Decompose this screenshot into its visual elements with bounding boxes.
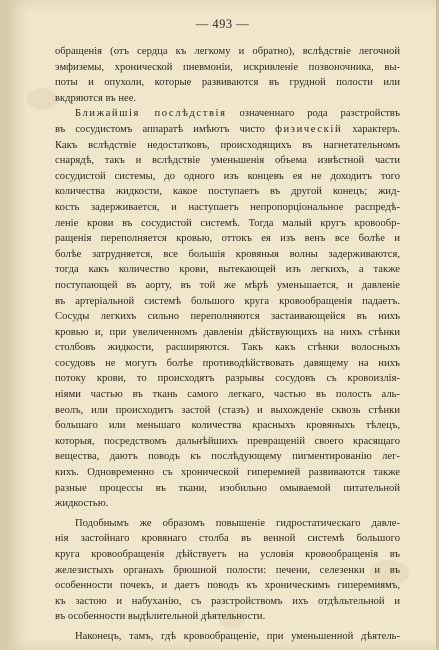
text-line: эмфиземы, хронической пневмоніи, искривленіе позвоночника, вы-: [55, 61, 400, 73]
text-line: Наконецъ, тамъ, гдѣ кровообращеніе, при уменьшенной дѣятель-: [75, 630, 400, 642]
text-line: кихъ. Одновременно съ хронической гиперемией развиваются также: [55, 467, 400, 479]
text-line: въ артеріальной системѣ большого круга кровообращенія падаетъ.: [55, 295, 400, 307]
text-line: жидкостью.: [55, 498, 109, 510]
line-segment: означеннаго рода разстройствъ: [226, 108, 400, 120]
text-line: поты и опухоли, которые развиваются въ грудной полости или: [55, 77, 400, 89]
text-line: [55, 106, 400, 122]
text-line: кровью и, при увеличенномъ давленіи дѣйствующихъ на нихъ стѣнки: [55, 326, 400, 338]
text-line: потоку крови, то происходятъ разрывы сосудовъ съ кровоизлія-: [55, 373, 400, 385]
text-line: къ застою и набуханію, съ разстройствомъ ихъ отдѣльтельной и: [55, 595, 400, 607]
text-line: леніе крови въ сосудистой системѣ. Тогда малый кругъ кровообр-: [55, 217, 400, 229]
text-line: веолъ, или происходитъ застой (стазъ) и выхожденіе сквозь стѣнки: [55, 404, 400, 416]
text-line: сосудистой системы, до одного изъ концевъ ея не доходитъ того: [55, 170, 400, 182]
text-line: тогда какъ количество крови, вытекающей изъ легкихъ, а также: [55, 264, 400, 276]
emphasized-text: физическій: [275, 123, 343, 135]
text-line: кость задерживается, и наступаетъ непропорціональное распредѣ-: [55, 201, 400, 213]
text-line: Сосуды легкихъ сильно переполняются застаивающейся въ нихъ: [55, 311, 400, 323]
text-line: количества жидкости, какое поступаетъ въ другой конецъ; жид-: [55, 186, 400, 198]
text-line: столбовъ жидкости, расширяются. Такъ какъ стѣнки волосныхъ: [55, 342, 400, 354]
text-line: большаго или меньшаго количества красныхъ кровяныхъ тѣлецъ,: [55, 420, 400, 432]
text-line: [55, 122, 400, 138]
page-number: — 493 —: [195, 17, 250, 31]
line-segment: характеръ.: [342, 123, 400, 135]
text-line: Подобнымъ же образомъ повышеніе гидростатическаго давле-: [75, 517, 400, 529]
text-line: Какъ вслѣдствіе недостатковъ, происходящихъ въ нагнетательномъ: [55, 139, 400, 151]
paper-stain: [27, 88, 57, 110]
line-segment: въ сосудистомъ аппаратѣ имѣютъ чисто: [55, 123, 276, 135]
body-text: [55, 44, 400, 645]
text-line: круга кровообращенія дѣйствуетъ на условія кровообращенія въ: [55, 549, 400, 560]
text-line: ращенія переполняется кровью, оттокъ ея изъ венъ все болѣе и: [55, 233, 400, 245]
emphasized-text: Ближайшія послѣдствія: [75, 108, 227, 120]
text-line: особенности почекъ, и даетъ поводъ къ хроническимъ гиперемиямъ,: [55, 580, 400, 592]
text-line: сосудовъ не могутъ болѣе противодѣйствовать давящему на нихъ: [55, 357, 400, 369]
text-line: разные процессы въ ткани, изобильно омываемой питательной: [55, 482, 400, 494]
text-line: обращенія (отъ сердца къ легкому и обратно), вслѣдствіе легочной: [55, 46, 400, 57]
text-line: вкдряются въ нее.: [55, 92, 137, 104]
text-line: болѣе затрудняется, все большія кровяныя волны задерживаются,: [55, 248, 400, 260]
text-line: ніями частью въ ткань самого легкаго, частью въ полость аль-: [55, 389, 400, 401]
text-line: которыя, посредствомъ дальнѣйшихъ превращеній своего красящаго: [55, 435, 400, 447]
text-line: железистыхъ органахъ брюшной полости: печени, селезенки и въ: [55, 564, 400, 576]
text-line: снарядѣ, такъ и вслѣдствіе уменьшенія объема извѣстной части: [55, 155, 400, 167]
text-line: поступающей въ аорту, въ той же мѣрѣ уменьшается, и давленіе: [55, 279, 400, 291]
text-line: въ особенности выдѣлительной дѣятельности.: [55, 611, 266, 623]
text-line: нія застойнаго кровянаго столба въ венной системѣ большого: [55, 533, 400, 545]
text-line: вещества, даютъ поводъ къ послѣдующему пигментированію лег-: [55, 451, 400, 463]
